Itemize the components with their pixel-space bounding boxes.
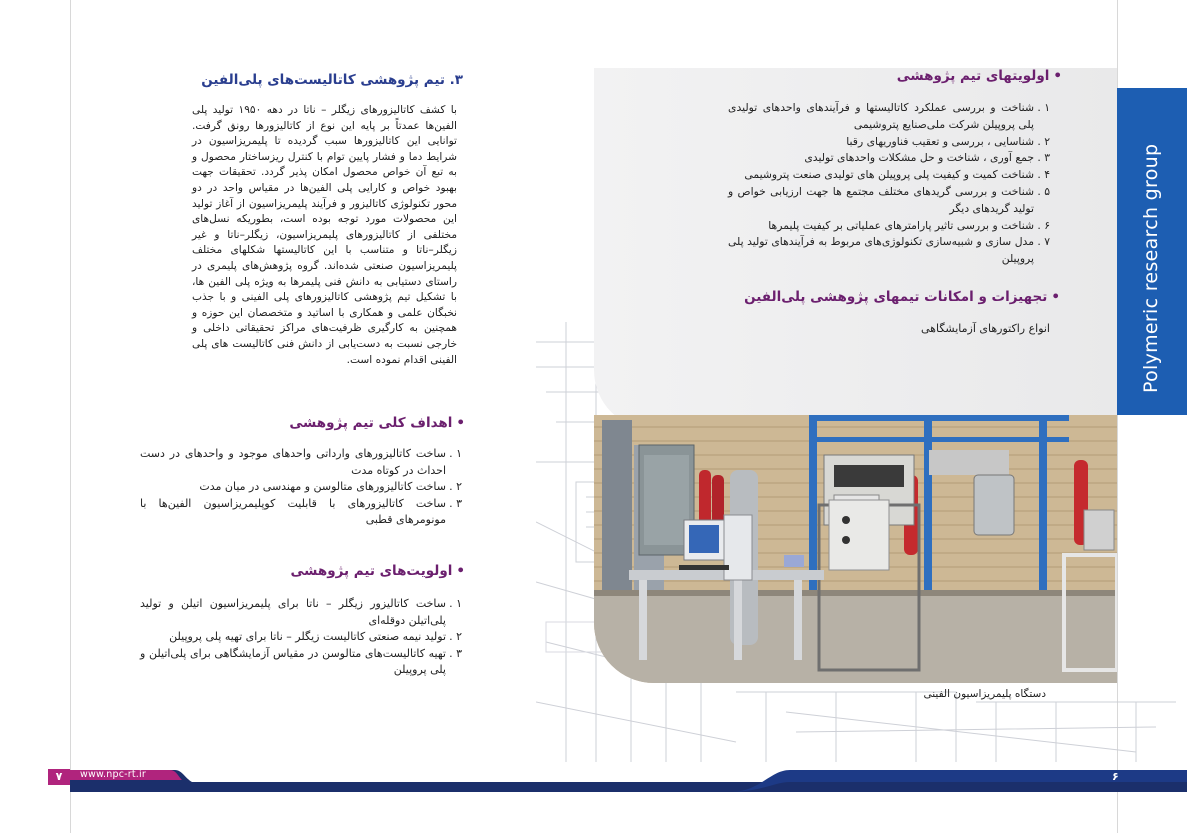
list-item-number: ۱ . [449,447,462,460]
catalyst-section-title: ۳. تیم پژوهشی کاتالیست‌های پلی‌الفین [201,72,463,88]
footer-band [70,770,1187,792]
list-item-number: ۲ . [449,480,462,493]
list-item-number: ۷ . [1037,235,1050,249]
list-item-number: ۳ . [449,646,462,660]
bullet-icon: • [456,563,465,579]
catalyst-section-paragraph: با کشف کاتالیزورهای زیگلر – ناتا در دهه ۱۹۵۰ تولید پلی الفین‌ها عمدتاً بر پایه این نوع از کاتالیزورها رونق گرفت. توانایی این کاتالیزورها سبب گردیده تا پلیمریزاسیون در شرایط دما و فشار پایین توام با کنترل ریزساختار محصول و به تبع آن خواص محصول امکان پذیر گردد. تحقیقات جهت بهبود خواص و کارایی پلی الفین‌ها در مقیاس واحد در دو محور تکنولوژی کاتالیزور و فرآیند پلیمریزاسیون از آغاز تولید این محصولات مورد توجه بوده است، بطوریکه نسل‌های مختلفی از کاتالیزورهای پلیمریزاسیون، زیگلر–ناتا و غیر زیگلر–ناتا و متناسب با این کاتالیستها شکلهای مختلف پلیمریزاسیون صنعتی شده‌اند. گروه پژوهش‌های پلیمری در راستای دستیابی به دانش فنی پلیمرها به ویژه پلی الفین ها، با تشکیل تیم پژوهشی کاتالیزورهای پلی الفینی و با جذب نخبگان علمی و همکاری با اساتید و متخصصان این حوزه و همچنین به کارگیری ظرفیت‌های مراکز تحقیقاتی داخلی و خارجی نسبت به دست‌یابی از دانش فنی کاتالیست های پلی الفینی اقدام نموده است. [192,104,457,366]
website-url[interactable]: www.npc-rt.ir [80,769,146,780]
right-page-number: ۶ [1112,770,1119,783]
right-priorities-list [728,100,1050,268]
list-item-number: ۲ . [1037,134,1050,148]
right-priorities-section-title [850,68,1062,84]
list-item-text: جمع آوری ، شناخت و حل مشکلات واحدهای تولیدی [804,151,1034,165]
list-item [728,100,1050,134]
reactor-photo-illustration [594,415,1117,683]
left-margin-line [70,0,71,833]
list-item-number: ۳ . [449,496,462,510]
list-item [728,134,1050,151]
goals-section-title-text: اهداف کلی تیم پژوهشی [289,415,453,431]
list-item-text: تولید نیمه صنعتی کاتالیست زیگلر – ناتا برای تهیه پلی پروپیلن [169,630,446,643]
list-item [728,167,1050,184]
list-item-text: شناسایی ، بررسی و تعقیب فناوریهای رقبا [846,134,1034,148]
list-item-text: ساخت کاتالیزورهای با قابلیت کوپلیمریزاسیون الفین‌ها با مونومرهای قطبی [140,496,446,526]
list-item [728,234,1050,268]
list-item-number: ۳ . [1037,151,1050,165]
list-item [140,646,462,679]
left-page-number: ۷ [48,769,70,785]
list-item-number: ۵ . [1037,184,1050,198]
list-item-text: مدل سازی و شبیه‌سازی تکنولوژی‌های مربوط به فرآیندهای تولید پلی پروپیلن [728,235,1034,266]
equipment-section-title-text: تجهیزات و امکانات تیمهای پژوهشی پلی‌الفین [744,289,1048,305]
goals-list [140,446,462,529]
bullet-icon: • [1051,289,1060,305]
list-item-text: شناخت و بررسی تاثیر پارامترهای عملیاتی بر کیفیت پلیمرها [768,218,1034,232]
sidebar-label: Polymeric research group [1140,143,1162,393]
left-priorities-section-title-text: اولویت‌های تیم پژوهشی [290,563,453,579]
reactor-photo [594,415,1117,683]
left-priorities-section-title [230,563,465,579]
bullet-icon: • [1053,68,1062,84]
list-item-text: ساخت کاتالیزور زیگلر – ناتا برای پلیمریزاسیون اتیلن و تولید پلی‌اتیلن دوقله‌ای [140,597,446,627]
list-item-text: شناخت و بررسی گریدهای مختلف مجتمع ها جهت ارزیابی خواص و تولید گریدهای دیگر [728,184,1034,215]
list-item [140,479,462,496]
list-item-text: شناخت کمیت و کیفیت پلی پروپیلن های تولیدی صنعت پتروشیمی [744,168,1034,182]
list-item-number: ۲ . [449,630,462,643]
list-item-text: شناخت و بررسی عملکرد کاتالیستها و فرآیندهای واحدهای تولیدی پلی پروپیلن شرکت ملی‌صنایع پتروشیمی [728,101,1034,131]
list-item [728,218,1050,235]
list-item [140,446,462,479]
list-item [728,184,1050,218]
goals-section-title [230,415,465,431]
right-priorities-section-title-text: اولویتهای تیم پژوهشی [896,68,1050,84]
left-priorities-list [140,596,462,679]
list-item-text: ساخت کاتالیزورهای وارداتی واحدهای موجود و واحدهای در دست احداث در کوتاه مدت [140,447,446,477]
list-item-number: ۱ . [1037,101,1050,114]
list-item [728,150,1050,167]
photo-caption: دستگاه پلیمریزاسیون الفینی [923,688,1046,700]
list-item-text: ساخت کاتالیزورهای متالوسن و مهندسی در میان مدت [199,480,446,493]
equipment-section-title [720,289,1060,305]
list-item [140,629,462,646]
list-item [140,596,462,629]
bullet-icon: • [456,415,465,431]
list-item-text: تهیه کاتالیست‌های متالوسن در مقیاس آزمایشگاهی برای پلی‌اتیلن و پلی پروپیلن [140,646,446,676]
list-item [140,496,462,529]
equipment-subtitle: انواع راکتورهای آزمایشگاهی [921,322,1050,335]
list-item-number: ۴ . [1037,168,1050,182]
list-item-number: ۶ . [1037,218,1050,232]
list-item-number: ۱ . [449,597,462,610]
